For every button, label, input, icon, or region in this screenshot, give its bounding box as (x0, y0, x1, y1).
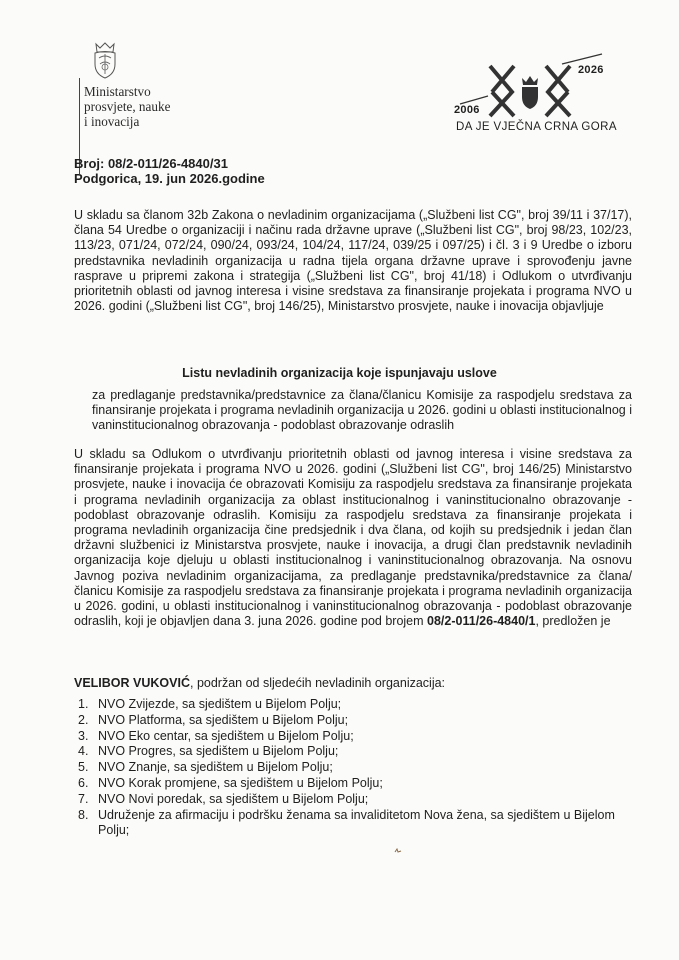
year-2026: 2026 (578, 64, 604, 76)
ink-mark (394, 848, 402, 854)
logo-motto: DA JE VJEČNA CRNA GORA (456, 121, 617, 133)
list-text: NVO Progres, sa sjedištem u Bijelom Polju; (98, 744, 339, 759)
candidate-name: VELIBOR VUKOVIĆ (74, 676, 190, 690)
list-item (78, 760, 634, 776)
ministry-line-1: Ministarstvo (84, 84, 151, 99)
list-item (78, 744, 634, 760)
list-item (78, 729, 634, 745)
list-text: NVO Eko centar, sa sjedištem u Bijelom Polju; (98, 728, 354, 743)
candidate-line (74, 676, 445, 690)
list-number: 3. (78, 728, 89, 743)
list-item (78, 776, 634, 792)
list-number: 6. (78, 775, 89, 790)
ministry-name (84, 84, 170, 129)
reference-number: Broj: 08/2-011/26-4840/31 (74, 156, 228, 171)
list-number: 4. (78, 744, 89, 759)
organization-list (78, 697, 634, 839)
list-number: 2. (78, 712, 89, 727)
intro-paragraph: U skladu sa članom 32b Zakona o nevladinim organizacijama („Službeni list CG", broj 39/11 i 37/17), člana 54 Uredbe o organizaciji i načinu rada državne uprave („Službeni list CG", broj 98/23, 102/23, 113/23, 071/24, 072/24, 090/24, 093/24, 104/24, 117/24, 039/25 i 097/25) i čl. 3 i 9 Uredbe o izboru predstavnika nevladinih organizacija u radna tijela organa državne uprave i sprovođenju javne rasprave u pripremi zakona i strategija („Službeni list CG", broj 41/18) i Odlukom o utvrđivanju prioritetnih oblasti od javnog interesa i visine sredstava za finansiranje projekata i programa NVO u 2026. godini („Službeni list CG", broj 146/25), Ministarstvo prosvjete, nauke i inovacija objavljuje (74, 208, 632, 314)
ministry-header (74, 40, 194, 136)
list-item (78, 792, 634, 808)
ministry-line-3: i inovacija (84, 114, 140, 129)
body-tail: , predložen je (535, 614, 611, 629)
list-item (78, 713, 634, 729)
body-text: U skladu sa Odlukom o utvrđivanju prioritetnih oblasti od javnog interesa i visine sredstava za finansiranje projekata i programa NVO u 2026. godini („Službeni list CG", broj 146/25) Ministarstvo prosvjete, nauke i inovacija će obrazovati Komisiju za raspodjelu sredstava za finansiranje projekata i programa nevladinih organizacija za oblast institucionalnog i vaninstitucionalno obrazovanje - podoblast obrazovanje odraslih. Komisiju za raspodjelu sredstava za finansiranje projekata i programa nevladinih organizacija čine predsjednik i dva člana, od kojih su predsjednik i jedan član državni službenici iz Ministarstva prosvjete, nauke i inovacija, a drugi član predstavnik nevladinih organizacija koje djeluju u oblasti institucionalnog i vaninstitucionalnog obrazovanja. Na osnovu Javnog poziva nevladinim organizacijama, za predlaganje predstavnika/predstavnice za člana/članicu Komisije za raspodjelu sredstava za finansiranje projekata i programa nevladinih organizacija u 2026. godini, u oblasti institucionalnog i vaninstitucionalnog obrazovanja - podoblast obrazovanje odraslih, koji je objavljen dana 3. juna 2026. godine pod brojem (74, 447, 632, 629)
year-2006: 2006 (454, 104, 480, 116)
list-text: NVO Znanje, sa sjedištem u Bijelom Polju; (98, 760, 333, 775)
list-item (78, 808, 634, 840)
document-title: Listu nevladinih organizacija koje ispunjavaju uslove (182, 366, 497, 380)
list-text: NVO Platforma, sa sjedištem u Bijelom Polju; (98, 712, 349, 727)
anniversary-logo (452, 52, 622, 144)
call-reference-number: 08/2-011/26-4840/1 (427, 614, 536, 629)
coat-of-arms-icon (88, 40, 122, 80)
candidate-supported-text: , podržan od sljedećih nevladinih organizacija: (190, 676, 446, 690)
document-subtitle: za predlaganje predstavnika/predstavnice za člana/članicu Komisije za raspodjelu sredstava za finansiranje projekata i programa nevladinih organizacija u 2026. godini u oblasti institucionalnog i vaninstitucionalnog obrazovanja - podoblast obrazovanje odraslih (92, 388, 632, 433)
ministry-line-2: prosvjete, nauke (84, 99, 171, 114)
list-text: NVO Novi poredak, sa sjedištem u Bijelom Polju; (98, 791, 369, 806)
list-number: 7. (78, 791, 89, 806)
body-paragraph (74, 447, 632, 629)
list-text: NVO Korak promjene, sa sjedištem u Bijelom Polju; (98, 775, 383, 790)
list-text: NVO Zvijezde, sa sjedištem u Bijelom Polju; (98, 697, 342, 711)
list-number: 1. (78, 697, 89, 711)
list-number: 8. (78, 807, 89, 822)
reference-block (74, 156, 265, 186)
place-date: Podgorica, 19. jun 2026.godine (74, 171, 265, 186)
list-text: Udruženje za afirmaciju i podršku ženama sa invaliditetom Nova žena, sa sjedištem u Bijelom Polju; (98, 807, 615, 838)
list-number: 5. (78, 760, 89, 775)
list-item (78, 697, 634, 713)
